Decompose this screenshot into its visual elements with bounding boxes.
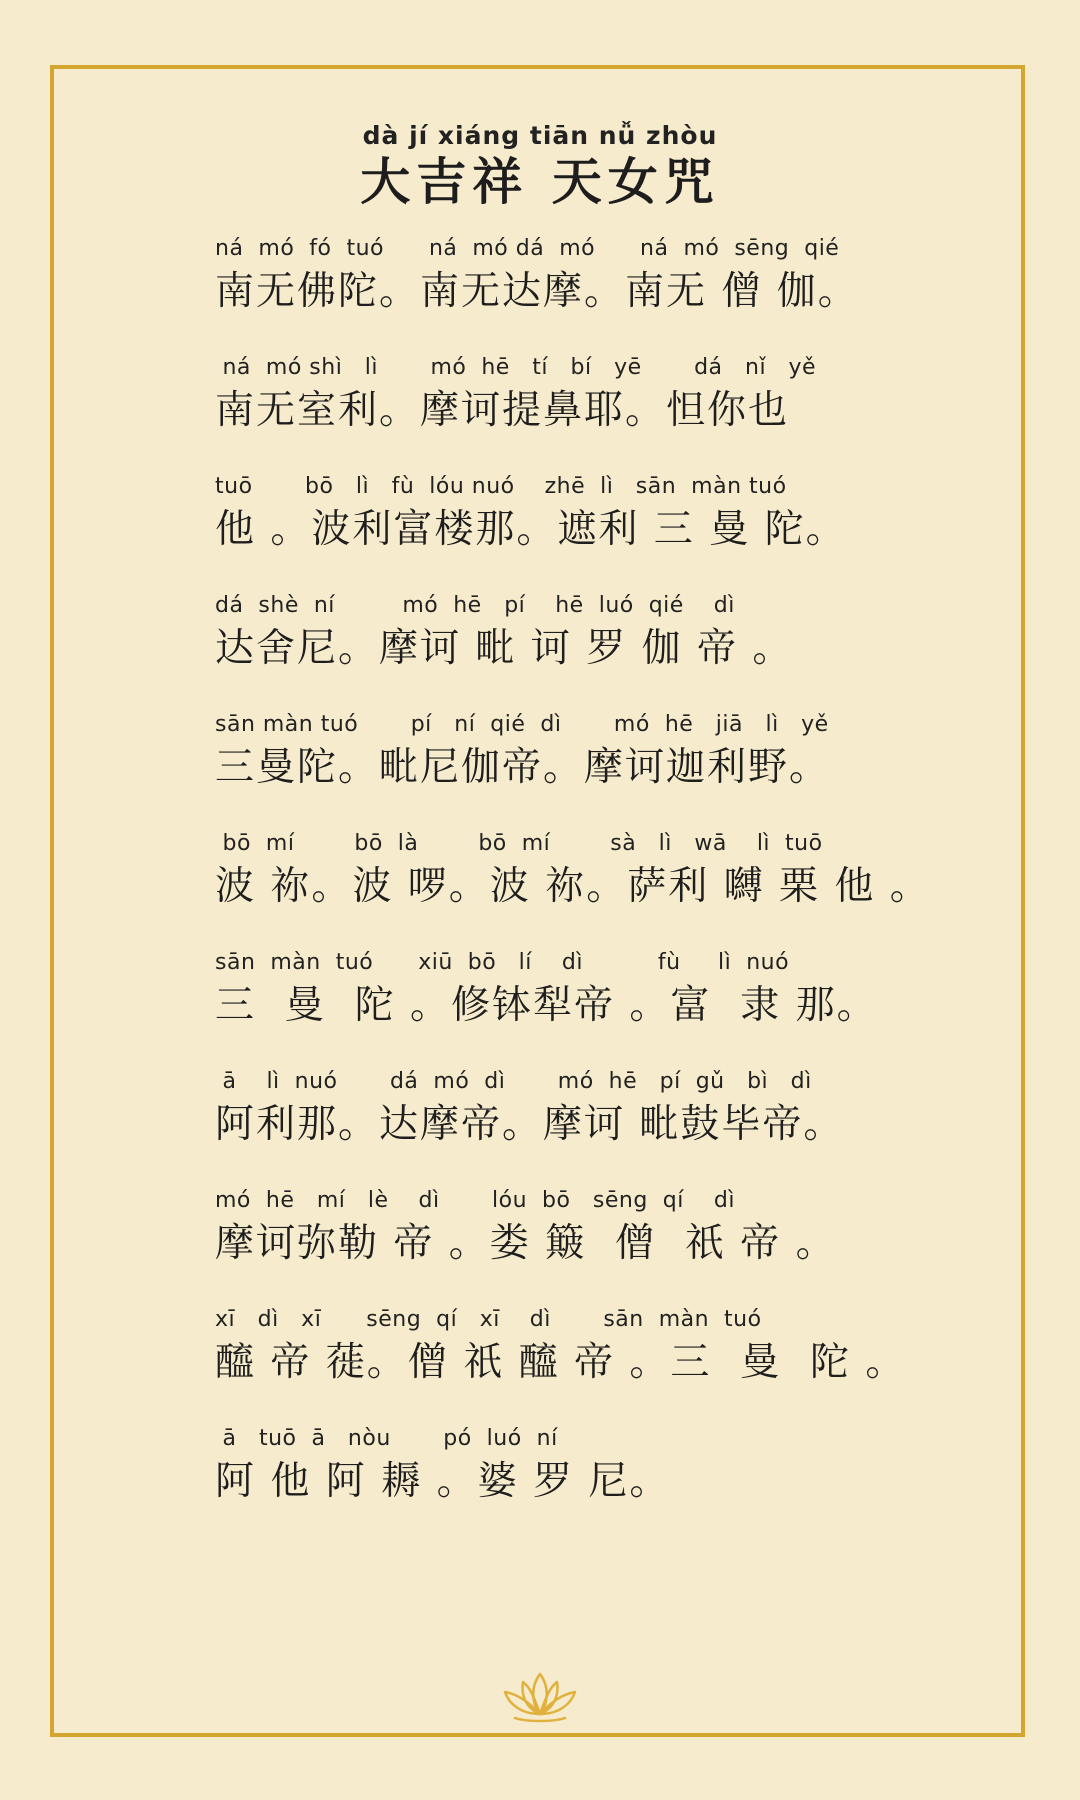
verse-line — [215, 1065, 915, 1184]
verse-pinyin: mó hē mí lè dì lóu bō sēng qí dì — [215, 1188, 735, 1213]
verse-line — [215, 589, 915, 708]
title-pinyin: dà jí xiáng tiān nǚ zhòu — [362, 121, 718, 150]
verse-pinyin: tuō bō lì fù lóu nuó zhē lì sān màn tuó — [215, 474, 787, 499]
mantra-verses — [215, 232, 931, 1541]
verse-line — [215, 1303, 915, 1422]
verse-pinyin: ā lì nuó dá mó dì mó hē pí gǔ bì dì — [215, 1069, 812, 1094]
lotus-icon — [495, 1668, 585, 1724]
verse-hanzi: 南无佛陀。南无达摩。南无 僧 伽。 — [215, 269, 859, 314]
verse-hanzi: 他 。波利富楼那。遮利 三 曼 陀。 — [215, 507, 847, 552]
title-hanzi: 大吉祥 天女咒 — [360, 153, 720, 211]
verse-pinyin: dá shè ní mó hē pí hē luó qié dì — [215, 593, 735, 618]
verse-line — [215, 708, 915, 827]
verse-hanzi: 阿利那。达摩帝。摩诃 毗鼓毕帝。 — [215, 1102, 845, 1147]
verse-line — [215, 827, 931, 946]
verse-line — [215, 470, 915, 589]
verse-line — [215, 946, 915, 1065]
title-block — [0, 120, 1080, 212]
verse-line — [215, 351, 915, 470]
verse-pinyin: ná mó fó tuó ná mó dá mó ná mó sēng qié — [215, 236, 840, 261]
verse-hanzi: 阿 他 阿 耨 。婆 罗 尼。 — [215, 1459, 671, 1504]
verse-hanzi: 三 曼 陀 。修钵犁帝 。富 隶 那。 — [215, 983, 878, 1028]
verse-pinyin: sān màn tuó pí ní qié dì mó hē jiā lì yě — [215, 712, 829, 737]
verse-hanzi: 南无室利。摩诃提鼻耶。怛你也 — [215, 388, 790, 433]
verse-pinyin: bō mí bō là bō mí sà lì wā lì tuō — [215, 831, 823, 856]
verse-pinyin: ná mó shì lì mó hē tí bí yē dá nǐ yě — [215, 355, 817, 380]
verse-line — [215, 1184, 915, 1303]
verse-hanzi: 波 祢。波 啰。波 祢。萨利 嚩 栗 他 。 — [215, 864, 931, 909]
verse-hanzi: 三曼陀。毗尼伽帝。摩诃迦利野。 — [215, 745, 831, 790]
verse-pinyin: ā tuō ā nòu pó luó ní — [215, 1426, 558, 1451]
verse-hanzi: 醯 帝 蓰。僧 祇 醯 帝 。三 曼 陀 。 — [215, 1340, 907, 1385]
verse-hanzi: 摩诃弥勒 帝 。娄 簸 僧 祇 帝 。 — [215, 1221, 837, 1266]
verse-line — [215, 232, 915, 351]
verse-line — [215, 1422, 915, 1541]
verse-hanzi: 达舍尼。摩诃 毗 诃 罗 伽 帝 。 — [215, 626, 794, 671]
verse-pinyin: xī dì xī sēng qí xī dì sān màn tuó — [215, 1307, 762, 1332]
verse-pinyin: sān màn tuó xiū bō lí dì fù lì nuó — [215, 950, 790, 975]
